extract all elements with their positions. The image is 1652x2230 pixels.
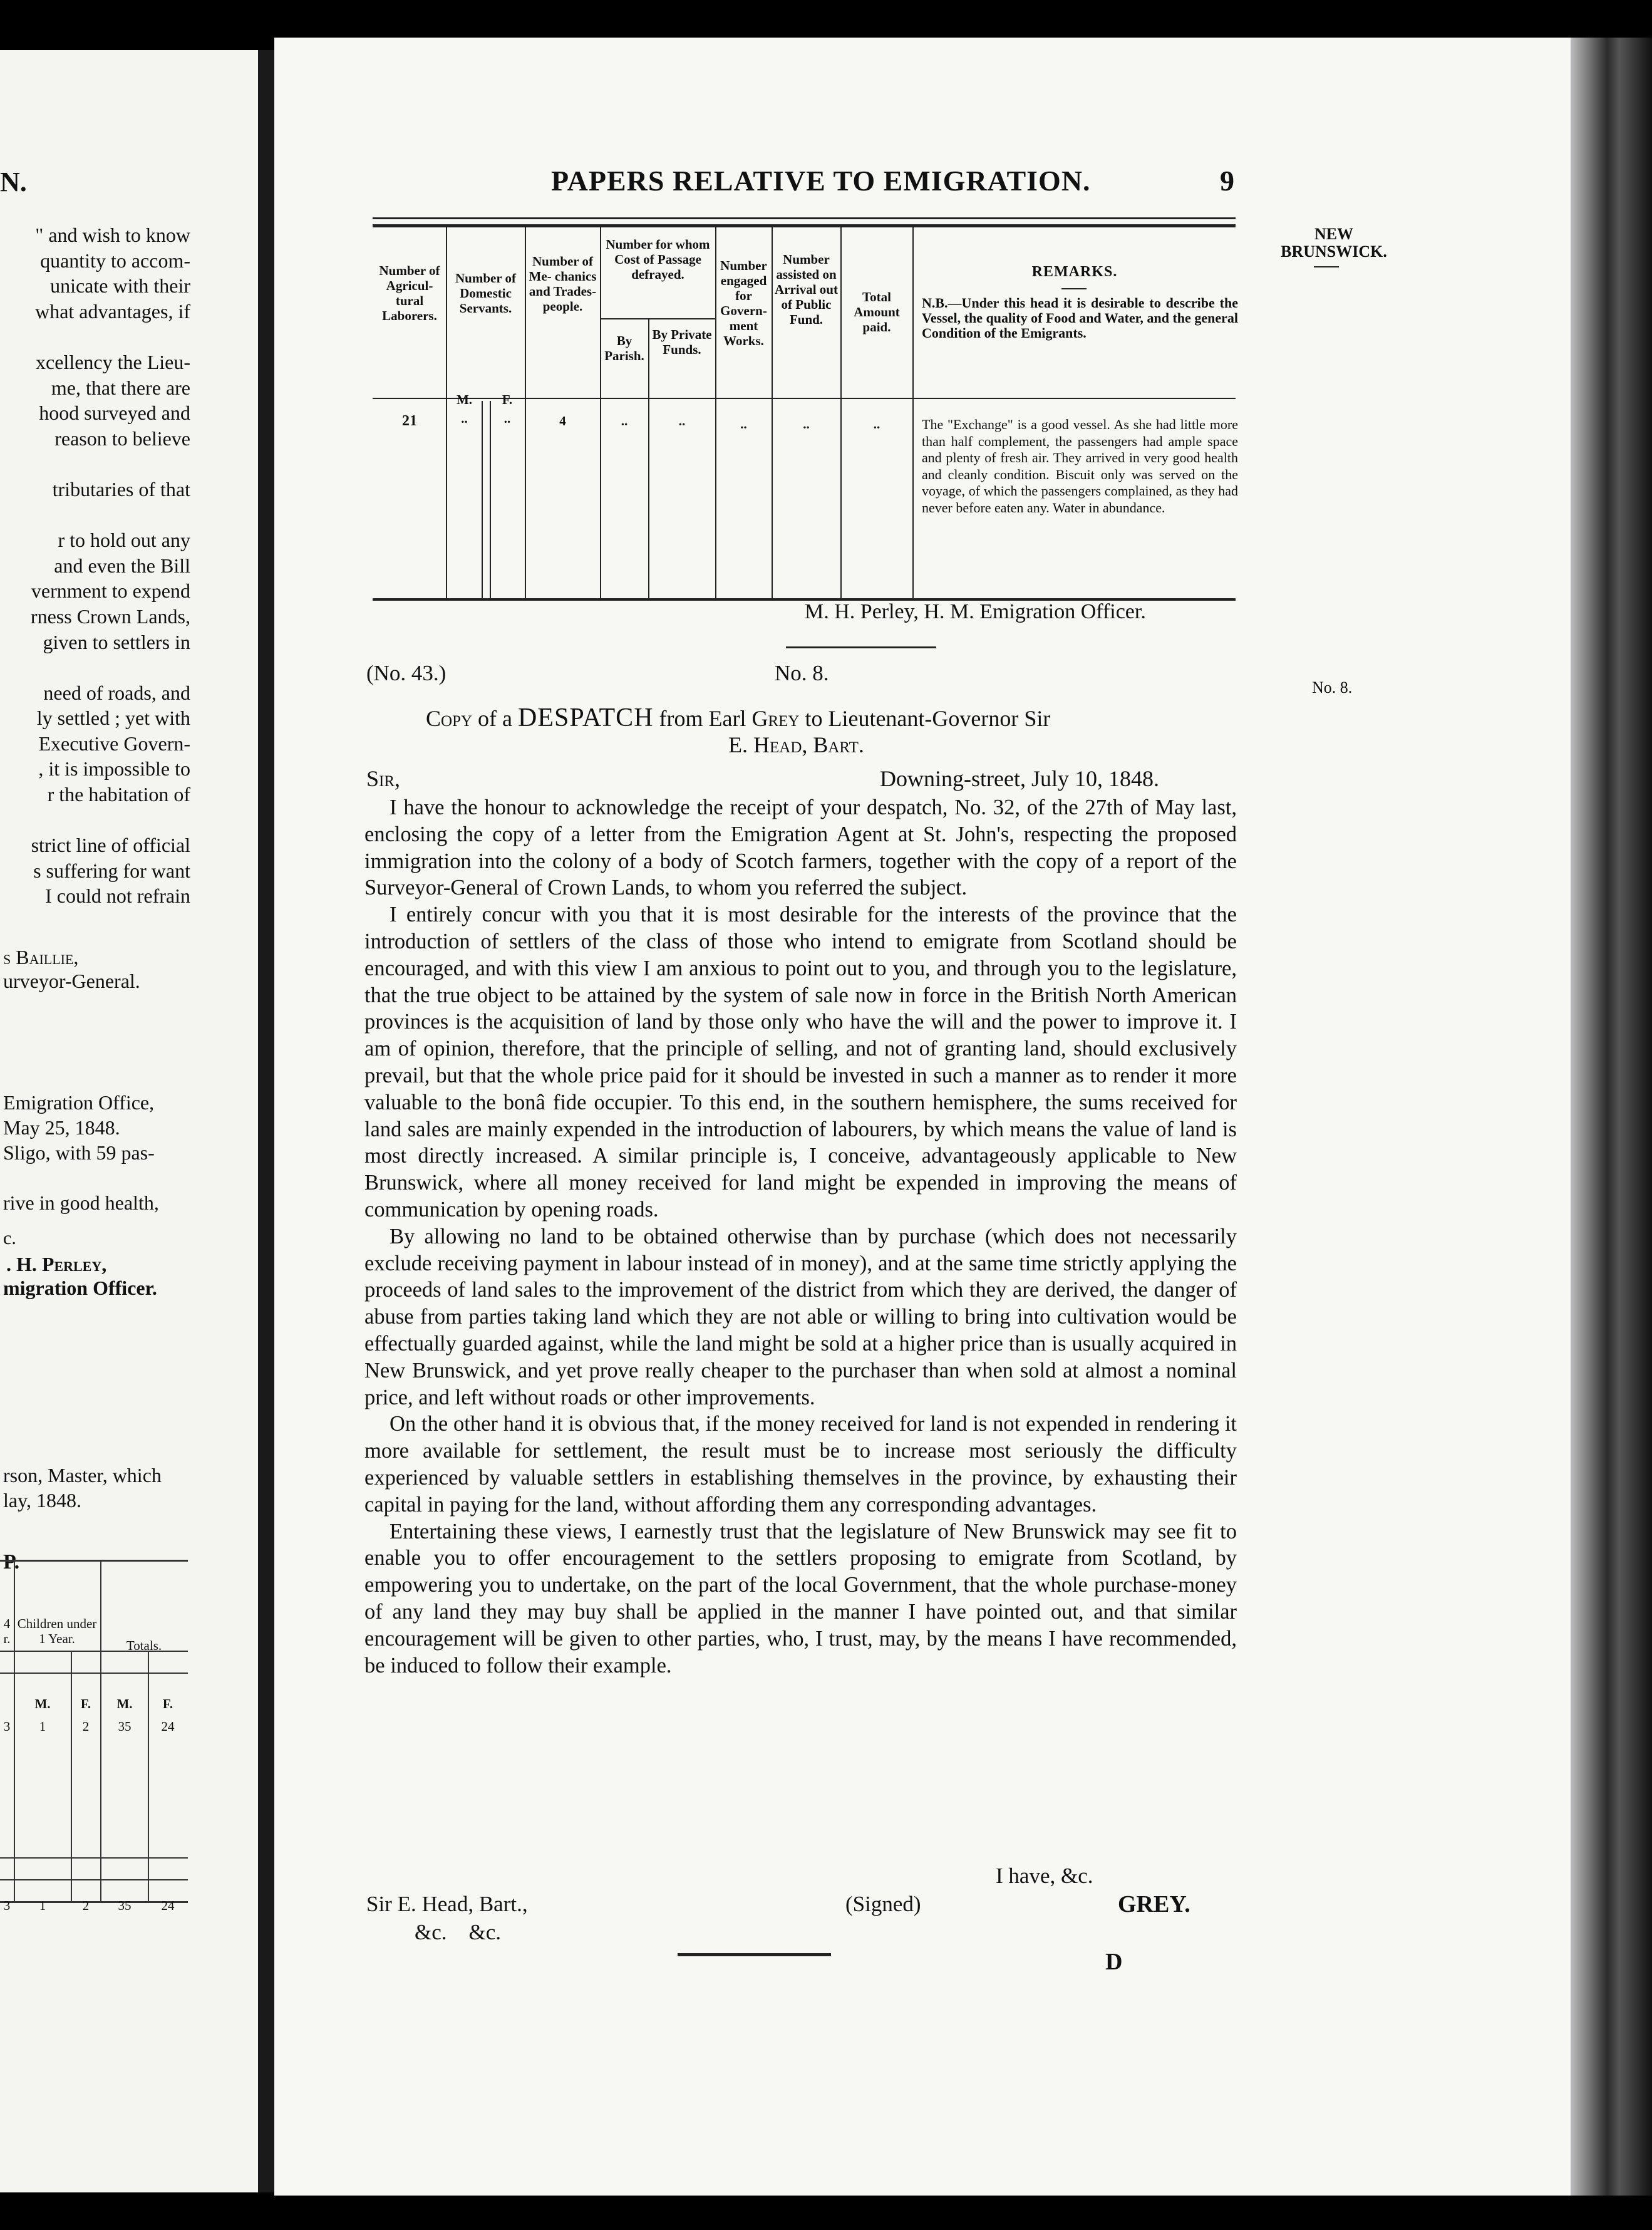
- col-remarks: REMARKS.: [1031, 264, 1118, 280]
- left-th-m: M.: [34, 1696, 51, 1711]
- title-despatch: DESPATCH: [518, 703, 654, 732]
- left-text-block-b: [3, 1090, 159, 1215]
- margin-note-no-8: No. 8.: [1312, 678, 1353, 697]
- paragraph: Entertaining these views, I earnestly trust that the legislature of New Brunswick may see fit to enable you to offer encouragement to the settlers proposing to emigrate from Scotland, by empowering you to undertake, on the part of the local Government, that the whole purchase-money of any land they may buy shall be applied in the manner I have pointed out, and that similar encouragement will be given to other parties, who, I trust, may, by the means I have recommended, be induced to follow their example.: [364, 1519, 1237, 1678]
- left-text-line: [31, 502, 190, 528]
- left-text-line: r the habitation of: [47, 783, 190, 806]
- col-passage-defrayed: Number for whom Cost of Passage defrayed.: [606, 237, 710, 282]
- left-text-line: unicate with their: [50, 274, 190, 298]
- left-cell: 24: [161, 1719, 175, 1734]
- left-total-cell: 24: [161, 1898, 175, 1913]
- left-total-cell: 35: [118, 1898, 132, 1913]
- margin-note-rule: [1314, 266, 1339, 267]
- signer-grey: GREY.: [1118, 1891, 1190, 1917]
- cell-f-header: F.: [502, 392, 513, 407]
- left-text-line: me, that there are: [51, 376, 190, 399]
- left-text-line: ly settled ; yet with: [36, 707, 190, 730]
- left-text-line: hood surveyed and: [39, 402, 190, 425]
- left-total-cell: 3: [3, 1898, 11, 1913]
- left-text-line: strict line of official: [31, 834, 190, 857]
- despatch-title-line1: [426, 703, 1050, 733]
- left-text-line: [31, 807, 190, 833]
- left-text-line: [31, 324, 190, 350]
- left-table-frag: 4: [3, 1616, 11, 1631]
- left-th-f2: F.: [162, 1696, 173, 1711]
- col-mechanics: Number of Me- chanics and Trades- people.: [529, 254, 597, 314]
- paragraph: I have the honour to acknowledge the receipt of your despatch, No. 32, of the 27th of May last, enclosing the copy of a letter from the Emigration Agent at St. John's, respecting the proposed immigration into the colony of a body of Scotch farmers, together with the copy of a report of the Surveyor-General of Crown Lands, to whom you referred the subject.: [364, 796, 1237, 900]
- remarks-nb: N.B.—Under this head it is desirable to describe the Vessel, the quality of Food and Water, and the general Condition of the Emigrants.: [922, 295, 1238, 341]
- left-text-line: tributaries of that: [52, 477, 190, 500]
- left-signature-perley: . H. Perley,: [6, 1253, 107, 1275]
- despatch-body: [364, 794, 1237, 1679]
- title-of: of a: [478, 706, 512, 731]
- signed-label: (Signed): [845, 1892, 921, 1916]
- col-public-fund: Number assisted on Arrival out of Public Fund.: [775, 252, 838, 327]
- left-text-line: reason to believe: [54, 427, 190, 450]
- rule: [678, 1953, 831, 1956]
- cell-mechanics: 4: [559, 413, 566, 428]
- col-domestic-servants: Number of Domestic Servants.: [455, 271, 517, 316]
- left-text-line: [3, 1165, 159, 1190]
- left-cell: 3: [3, 1719, 11, 1734]
- cell-agri: 21: [402, 413, 417, 429]
- left-total-cell: 2: [82, 1898, 90, 1913]
- addressee-line2: &c. &c.: [415, 1920, 502, 1944]
- dateline: Downing-street, July 10, 1848.: [880, 766, 1159, 791]
- left-children-header: Children under 1 Year.: [17, 1616, 97, 1646]
- left-text-line: rness Crown Lands,: [30, 604, 190, 628]
- left-text-block-a: [31, 222, 190, 909]
- left-text-line: and even the Bill: [54, 554, 190, 577]
- page-number: 9: [1220, 165, 1235, 197]
- cell-dots: ..: [621, 413, 628, 428]
- col-government-works: Number engaged for Govern- ment Works.: [720, 258, 767, 348]
- paragraph: On the other hand it is obvious that, if the money received for land is not expended in rendering it more available for settlement, the result must be to increase most seriously the difficulty experienced by valuable settlers in establishing themselves in the province, by exhausting their capital in paying for the land, without affording them any corresponding advantages.: [364, 1412, 1237, 1517]
- left-text-line: s suffering for want: [33, 859, 190, 882]
- title-from: from Earl: [659, 706, 746, 731]
- left-cell: 35: [118, 1719, 132, 1734]
- col-by-parish: By Parish.: [604, 333, 644, 363]
- left-text-line: lay, 1848.: [3, 1489, 82, 1512]
- left-text-line: Sligo, with 59 pas-: [3, 1141, 155, 1164]
- book-gutter: [258, 50, 274, 2192]
- left-text-line: quantity to accom-: [40, 249, 190, 272]
- despatch-ref: (No. 43.): [366, 661, 447, 685]
- despatch-number: No. 8.: [775, 661, 829, 685]
- left-text-line: " and wish to know: [35, 224, 190, 246]
- signature-perley-text: M. H. Perley, H. M. Emigration Officer.: [805, 600, 1146, 623]
- left-etc: c.: [3, 1228, 16, 1248]
- paragraph: I entirely concur with you that it is most desirable for the interests of the province that the introduction of settlers of the class of those who intend to emigrate from Scotland should be encouraged, and with this view I am anxious to point out to you, and through you to the legislature, that the true object to be attained by the system of sale now in force in the British North American provinces is the acquisition of land by those only who have the will and the power to improve it. I am of opinion, therefore, that the principle of selling, and not of granting land, should exclusively prevail, but that the whole price paid for it should be invested in such a manner as to render it more valuable to the bonâ fide occupier. To this end, in the southern hemisphere, the sums received for land sales are mainly expended in the introduction of labourers, by which means the value of land is most directly increased. A similar principle is, I conceive, advantageously applicable to New Brunswick, where all money received for land might be expended in improving the means of communication by opening roads.: [364, 903, 1237, 1221]
- cell-m-header: M.: [456, 392, 473, 407]
- salutation: Sir,: [366, 766, 401, 791]
- signature-perley: [805, 600, 1146, 624]
- cell-dots: ..: [740, 417, 747, 432]
- cell-dots: ..: [803, 417, 810, 432]
- left-totals-header: Totals.: [126, 1638, 162, 1653]
- left-text-line: Executive Govern-: [38, 732, 190, 755]
- left-text-line: , it is impossible to: [38, 757, 190, 780]
- left-text-line: need of roads, and: [43, 681, 190, 704]
- col-total-amount: Total Amount paid.: [854, 289, 900, 334]
- left-top-letter: N.: [0, 167, 27, 197]
- page-header-title: PAPERS RELATIVE TO EMIGRATION.: [551, 165, 1091, 197]
- left-text-line: xcellency the Lieu-: [36, 350, 190, 373]
- page-edge-shadow: [1571, 38, 1652, 2196]
- left-text-line: r to hold out any: [58, 529, 190, 552]
- left-th-m2: M.: [116, 1696, 133, 1711]
- left-signature-title: urveyor-General.: [3, 970, 140, 992]
- previous-page-fragment: [0, 50, 258, 2192]
- left-signature-officer: migration Officer.: [3, 1277, 157, 1299]
- despatch-title-line2: E. Head, Bart.: [728, 732, 864, 757]
- title-copy: Copy: [426, 706, 473, 731]
- left-signature-name: s Baillie,: [3, 946, 79, 968]
- cell-dots: ..: [873, 417, 880, 432]
- closing: I have, &c.: [996, 1864, 1093, 1888]
- left-text-line: rive in good health,: [3, 1191, 159, 1214]
- addressee-line1: Sir E. Head, Bart.,: [366, 1892, 528, 1916]
- left-total-cell: 1: [39, 1898, 46, 1913]
- left-text-line: Emigration Office,: [3, 1091, 155, 1114]
- col-by-private-funds: By Private Funds.: [652, 327, 712, 357]
- left-text-line: [31, 655, 190, 680]
- cell-dots: ..: [461, 411, 468, 426]
- left-text-line: I could not refrain: [45, 884, 190, 908]
- left-table-frag2: r.: [3, 1631, 11, 1646]
- left-text-line: vernment to expend: [31, 579, 190, 603]
- remarks-text: The "Exchange" is a good vessel. As she had little more than half complement, the passengers had ample space and plenty of fresh air. They arrived in very good health and cleanly condition. Biscuit only was served on the voyage, of which the passengers complained, as they had never before eaten any. Water in abundance.: [922, 417, 1238, 516]
- col-agricultural-laborers: Number of Agricul- tural Laborers.: [379, 263, 440, 323]
- cell-dots: ..: [503, 411, 511, 426]
- left-text-line: what advantages, if: [35, 299, 190, 323]
- left-text-line: given to settlers in: [43, 630, 190, 653]
- left-text-line: rson, Master, which: [3, 1464, 162, 1486]
- left-text-block-c: [3, 1463, 162, 1513]
- left-cell: 1: [39, 1719, 46, 1734]
- signature-letter: D: [1105, 1949, 1123, 1975]
- title-grey: Grey: [751, 706, 800, 731]
- cell-dots: ..: [678, 413, 686, 428]
- left-text-line: May 25, 1848.: [3, 1116, 120, 1139]
- paragraph: By allowing no land to be obtained otherwise than by purchase (which does not necessarily exclude receiving payment in labour instead of in money), and at the same time strictly applying the proceeds of land sales to the improvement of the district from which they are derived, the danger of abuse from parties taking land which they are not able or willing to bring into cultivation would be effectually guarded against, while the land might be sold at a higher price than is usually acquired in New Brunswick, and yet prove really cheaper to the purchaser than when sold at almost a nominal price, and left without roads or other improvements.: [364, 1224, 1237, 1409]
- rule: [786, 646, 936, 648]
- left-th-f: F.: [80, 1696, 91, 1711]
- left-cell: 2: [82, 1719, 90, 1734]
- margin-note-new-brunswick: NEW BRUNSWICK.: [1281, 225, 1387, 261]
- left-letter-p: P.: [3, 1550, 20, 1574]
- title-rest: to Lieutenant-Governor Sir: [805, 706, 1051, 731]
- left-text-line: [31, 451, 190, 477]
